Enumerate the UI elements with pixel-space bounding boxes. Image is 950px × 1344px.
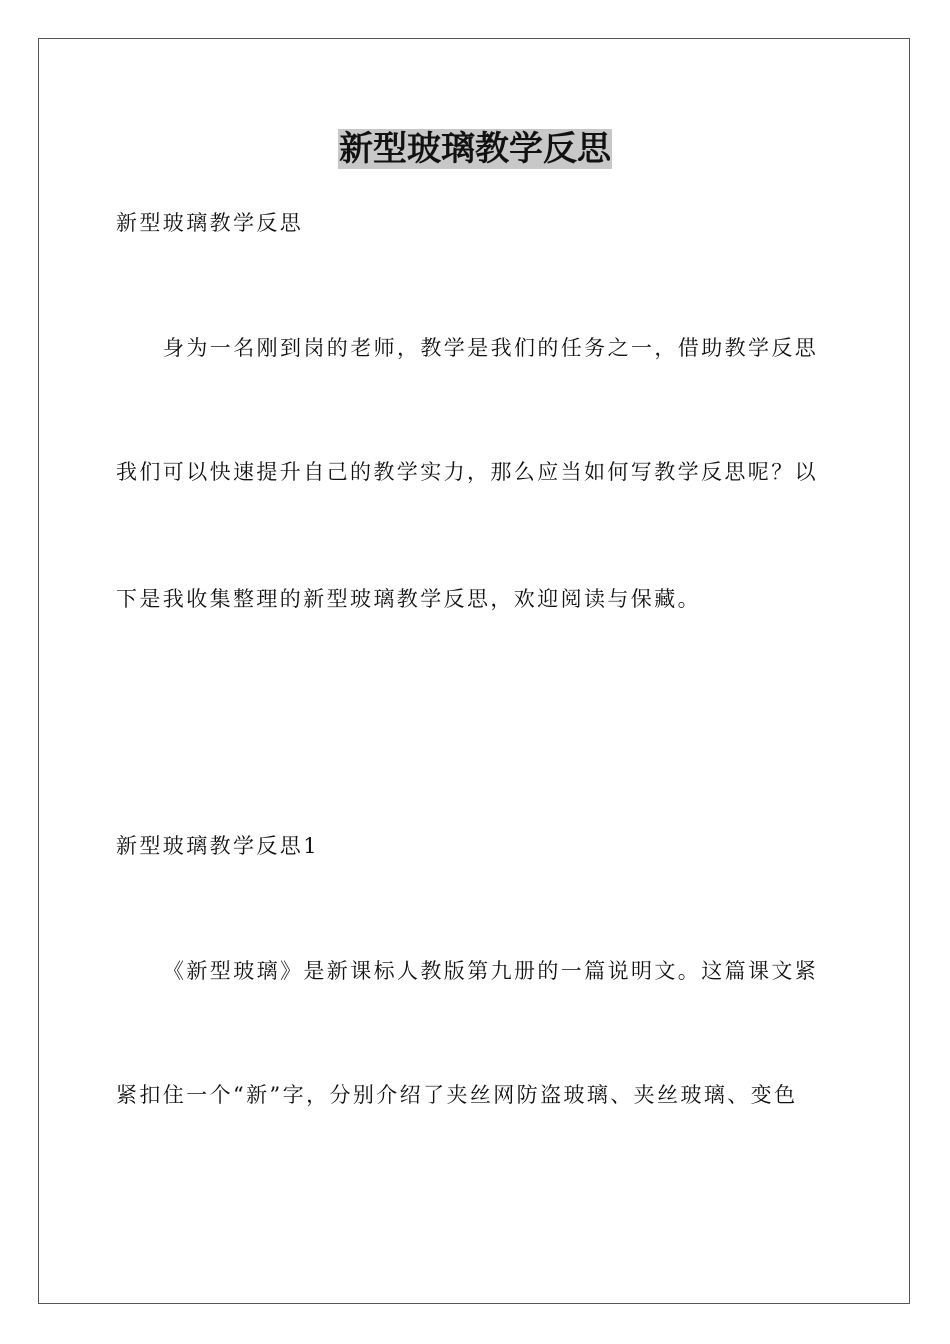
section-heading: 新型玻璃教学反思1 (116, 834, 319, 858)
document-title: 新型玻璃教学反思 (339, 129, 611, 169)
intro-paragraph-line-3: 下是我收集整理的新型玻璃教学反思，欢迎阅读与保藏。 (116, 587, 701, 611)
section-paragraph-line-2: 紧扣住一个“新”字，分别介绍了夹丝网防盗玻璃、夹丝玻璃、变色 (116, 1083, 798, 1107)
section-paragraph-line-1: 《新型玻璃》是新课标人教版第九册的一篇说明文。这篇课文紧 (163, 959, 819, 983)
document-subheading: 新型玻璃教学反思 (116, 211, 304, 235)
intro-paragraph-line-1: 身为一名刚到岗的老师，教学是我们的任务之一，借助教学反思 (163, 336, 819, 360)
intro-paragraph-line-2: 我们可以快速提升自己的教学实力，那么应当如何写教学反思呢？以 (116, 460, 818, 484)
